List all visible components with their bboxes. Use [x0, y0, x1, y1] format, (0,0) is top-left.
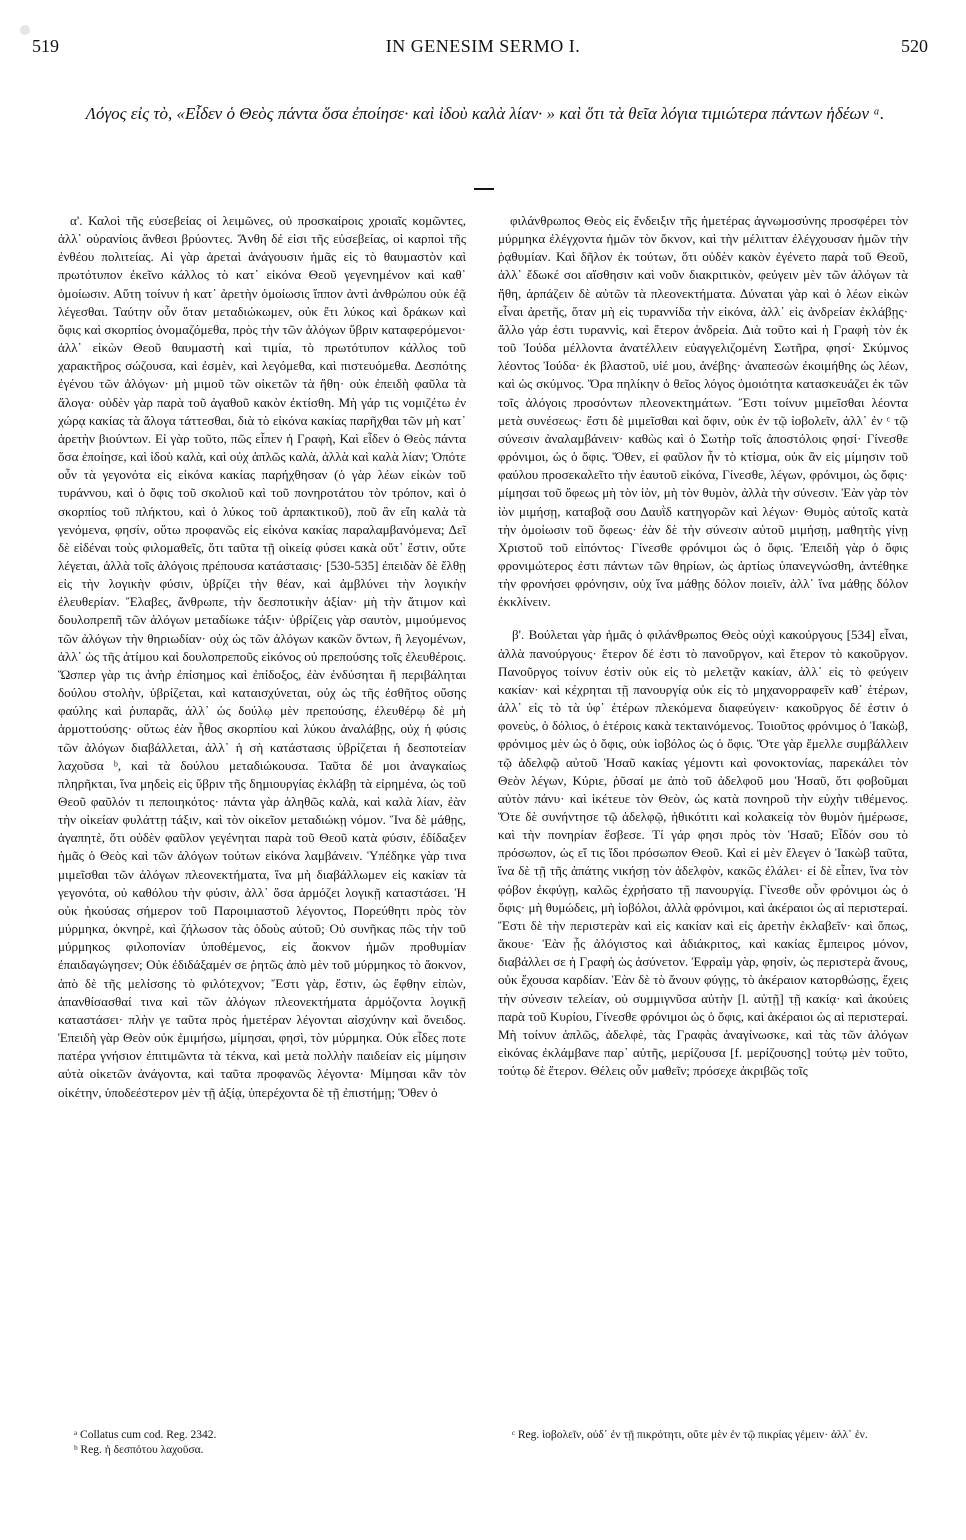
footnote: ᶜ Reg. ἰοβολεῖν, οὐδ᾽ ἐν τῇ πικρότητι, οὔτε μὲν ἐν τῷ πικρίας γέμειν· ἀλλ᾽ ἐν.: [512, 1429, 868, 1441]
footnote: ᵇ Reg. ἡ δεσπότου λαχοῦσα.: [74, 1444, 204, 1456]
right-column: [498, 212, 908, 1080]
title-rule: [474, 188, 494, 190]
paragraph: α'. Καλοὶ τῆς εὐσεβείας οἱ λειμῶνες, οὐ προσκαίροις χροιαῖς κομῶντες, ἀλλ᾽ οὐρανίοις ἄνθεσι βρύοντες. Ἄνθη δέ εἰσι τῆς εὐσεβείας, οἱ καρποὶ τῆς ἐνθέου πολιτείας. Αἱ γὰρ ἀρεταὶ ἀνάγουσιν ἡμᾶς εἰς τὸ θαυμαστὸν καὶ πρωτότυπον ἐκεῖνο κάλλος τὸ κατ᾽ εἰκόνα Θεοῦ γεγενημένον καὶ καθ᾽ ὁμοίωσιν. Αὕτη τοίνυν ἡ κατ᾽ ἀρετὴν ὁμοίωσις ἵππον ἀντὶ ἀνθρώπου οὐκ ἐᾷ λέγεσθαι. Ταύτην οὖν ὅταν μεταδιώκωμεν, οὐκ ἔτι λύκος καὶ δράκων καὶ ὄφις καὶ σκορπίος ὀνομαζόμεθα, πρὸς τὴν τῶν ἀλόγων ὕβριν καταφερόμενοι· ἀλλ᾽ εἰκὼν Θεοῦ θαυμαστὴ καὶ τιμία, τὸ πρωτότυπον κάλλος τοῦ χαρακτῆρος σώζουσα, καὶ ἐσμὲν, καὶ λεγόμεθα, καὶ πιστευόμεθα. Δεσπότης ἐγένου τῶν ἀλόγων· μὴ μιμοῦ τῶν οἰκετῶν τὰ ἤθη· οὐκ ἐπειδὴ φαῦλα τὰ ἄλογα· οὐδὲν γὰρ παρὰ τοῦ ἀγαθοῦ κακὸν ἐκτίσθη. Μὴ γάρ τις νομιζέτω ἐν χώρᾳ κακίας τὰ ἄλογα τάττεσθαι, διὰ τὸ εἰκόνα κακίας παρῆχθαι τῶν μὴ κατ᾽ ἀρετὴν βιούντων. Εἰ γὰρ τοῦτο, πῶς εἶπεν ἡ Γραφὴ, Καὶ εἶδεν ὁ Θεὸς πάντα ὅσα ἐποίησε, καὶ ἰδοὺ καλὰ, καὶ οὐχ ἁπλῶς καλὰ, ἀλλὰ καὶ καλὰ λίαν; Ὁπότε οὖν τὰ γεγονότα εἰς εἰκόνα κακίας παρήχθησαν (ὁ γὰρ λέων εἰκὼν τοῦ τυράννου, καὶ ὁ ὄφις τοῦ σκολιοῦ καὶ τοῦ πονηροτάτου τὸν τρόπον, καὶ ὁ σκορπίος τοῦ πλήκτου, καὶ ὁ λύκος τοῦ ἁρπακτικοῦ), ποῦ ἂν εἴη καλὰ τὰ γενόμενα, φησίν, οὕτω προφανῶς εἰς εἰκόνα κακίας παραλαμβανόμενα; Δεῖ δὲ εἰδέναι τοὺς φιλομαθεῖς, ὅτι ταῦτα τῇ οἰκείᾳ φύσει κακὰ οὔτ᾽ ἔστιν, οὔτε λέγεται, ἀλλὰ τοῖς ἀλόγοις πρέπουσα κατάστασις· [530-535] ἐπειδὰν δὲ ἔλθῃ εἰς τὴν λογικὴν φύσιν, ὑβρίζει τὴν θέαν, καὶ ἀμβλύνει τὴν λογικὴν ἐλευθερίαν. Ἔλαβες, ἄνθρωπε, τὴν δεσποτικὴν ἀξίαν· μὴ τὴν ἄτιμον καὶ δουλοπρεπῆ τῶν ἀλόγων μεταδίωκε τάξιν· ὑβρίζεις γὰρ σαυτὸν, μιμούμενος τῶν ἀλόγων τὴν θηριωδίαν· οὐχ ὡς τῶν ἀλόγων κακῶν ὄντων, ἢ λεγομένων, ἀλλ᾽ ὡς τῆς ἀτίμου καὶ δουλοπρεποῦς εἰκόνος οὐ πρεπούσης τοῖς ἐλευθέροις. Ὥσπερ γὰρ τις ἀνὴρ ἐπίσημος καὶ ἐπίδοξος, ἐὰν ἐνδύσηται ἢ περιβάληται δούλου στολὴν, ὑβρίζεται, καὶ καταισχύνεται, οὐχ ὡς τῆς ἐσθῆτος οὔσης φαύλης καὶ ῥυπαρᾶς, ἀλλ᾽ ὡς δούλῳ μὲν πρεπούσης, ἐλευθέρῳ δὲ μὴ ἁρμοττούσης· οὕτως ἐὰν ἦθος σκορπίου καὶ λύκου ἀναλάβῃς, οὐχ ἡ φύσις τῶν ἀλόγων διαβάλλεται, ἀλλ᾽ ἡ σὴ κατάστασις ὑβρίζεται ἡ δεσποτείαν λαχοῦσα ᵇ, καὶ τὰ δούλου μεταδιώκουσα. Ταῦτα δέ μοι ἀναγκαίως πληρῆκται, ἵνα μηδεὶς εἰς ὕβριν τῆς δημιουργίας ἐκλάβῃ τὰ εἰρημένα, ὡς τοῦ Θεοῦ φαῦλόν τι πεποιηκότος· πάντα γὰρ ἀληθῶς καλὰ, καὶ καλὰ λίαν, ἐὰν τὴν οἰκείαν φυλάττῃ τάξιν, καὶ τὸν οἰκεῖον μεταδιώκῃ νόμον. Ἵνα δὲ μάθῃς, ἀγαπητὲ, ὅτι οὐδὲν φαῦλον γεγένηται παρὰ τοῦ Θεοῦ κατὰ φύσιν, ἐδίδαξεν ἡμᾶς ὁ Θεὸς καὶ τῶν ἀλόγων τούτων εἰκόνα λαμβάνειν. Ὑπέδηκε γὰρ τινα μιμεῖσθαι τῶν ἀλόγων πλεονεκτήματα, ἵνα μὴ διαβάλλωμεν εἰς κακίαν τὰ γεγονότα, οὐ καθόλου τὴν φύσιν, ἀλλ᾽ ὅσα ἁρμόζει λογικῇ καταστάσει. Ἡ οὐκ ἠκούσας σήμερον τοῦ Παροιμιαστοῦ λέγοντος, Πορεύθητι πρὸς τὸν μύρμηκα, ὀκνηρὲ, καὶ ζήλωσον τὰς ὁδοὺς αὐτοῦ; Οὐ συνῆκας πῶς τὴν τοῦ μύρμηκος φιλοπονίαν ὑποθέμενος, εἰς ἄοκνον ἡμῶν προθυμίαν ἐπαιδαγώγησεν; Οὐκ ἐδιδάξαμέν σε ῥητῶς ἀπὸ μὲν τοῦ μύρμηκος τὸ ἄοκνον, ἀπὸ δὲ τῆς μελίσσης τὸ φιλότεχνον; Ἔστι γὰρ, ἔστιν, ὡς ἔφθην εἰπὼν, ἀπανθίσασθαί τινα καὶ τῶν ἀλόγων πλεονεκτήματα ἁρμόζοντα λογικῇ καταστάσει· πλὴν γε ταῦτα πρὸς ἡμετέραν λέγονται αἰσχύνην καὶ ὄνειδος. Ἐπειδὴ γὰρ Θεὸν οὐκ ἐμιμήσω, μίμησαι, φησὶ, τὸν μύρμηκα. Οὐκ εἶδες ποτε πατέρα γνήσιον ἐπιτιμῶντα τὰ τέκνα, καὶ μετὰ πολλὴν παιδείαν εἰς μίμησιν αὐτὰ οἰκετῶν ἀνάγοντα, καὶ ταῦτα προφανῶς λέγοντα· Μίμησαι κἂν τὸν οἰκέτην, ὑποδεέστερον μὲν τῇ ἀξίᾳ, ὑπερέχοντα δὲ τῇ ἐπιστήμῃ; Ὅθεν ὁ: [58, 213, 466, 1100]
paragraph: φιλάνθρωπος Θεὸς εἰς ἔνδειξιν τῆς ἡμετέρας ἀγνωμοσύνης προσφέρει τὸν μύρμηκα ἐλέγχοντα ἡμῶν τὸν ὄκνον, καὶ τὴν μέλιτταν ἐλέγχουσαν ἡμῶν τὴν ῥᾳθυμίαν. Καὶ δῆλον ἐκ τούτων, ὅτι οὐδὲν κακὸν ἐγένετο παρὰ τοῦ Θεοῦ, ἀλλ᾽ ἔδωκέ σοι αἴσθησιν καὶ νοῦν διακριτικὸν, φεύγειν μὲν τῶν ἀλόγων τὰ ἤθη, ἁρπάζειν δὲ αὐτῶν τὰ πλεονεκτήματα. Δύναται γὰρ καὶ ὁ λέων εἰκὼν εἶναι ἀρετῆς, ὅταν μὴ εἰς τυραννίδα τὴν εἰκόνα, ἀλλ᾽ εἰς ἀνδρείαν ἐκλάβῃς· ἄλλο γάρ ἐστι τυραννὶς, καὶ ἕτερον ἀνδρεία. Διὰ τοῦτο καὶ ἡ Γραφὴ τὸν ἐκ τοῦ Ἰούδα μέλλοντα ἀνατέλλειν εὐαγγελιζομένη Σωτῆρα, φησί· Σκύμνος λέοντος Ἰούδα· ἐκ βλαστοῦ, υἱέ μου, ἀνέβης· ἀναπεσὼν ἐκοιμήθης ὡς λέων, καὶ ὡς σκύμνος. Ὅρα πηλίκην ὁ θεῖος λόγος ὁμοιότητα κατασκευάζει ἐκ τῶν τοῖς ἀλόγοις προσόντων πλεονεκτημάτων. Ἔστι τοίνυν μιμεῖσθαι λέοντα μετὰ συνέσεως· ἔστι δὲ μιμεῖσθαι καὶ ὄφιν, οὐκ ἐν τῷ ἰοβολεῖν, ἀλλ᾽ ἐν ᶜ τῷ σύνεσιν ἀναλαμβάνειν· καθὼς καὶ ὁ Σωτὴρ τοῖς ἀποστόλοις φησί· Γίνεσθε φρόνιμοι, ὡς ὁ ὄφις. Ὅθεν, εἰ φαῦλον ἦν τὸ κτίσμα, οὐκ ἂν εἰς μίμησιν τοῦ φαύλου προσεκαλεῖτο τὴν ἑαυτοῦ εἰκόνα, Γίνεσθε, λέγων, φρόνιμοι, ὡς ὄφις· μίμησαι τοῦ ὄφεως μὴ τὸν ἰὸν, μὴ τὸν θυμὸν, ἀλλὰ τὴν σύνεσιν. Ἐὰν γὰρ τὸν ἰὸν μιμήσῃ, καταβοᾷ σου Δαυῒδ κατηγορῶν καὶ λέγων· Θυμὸς αὐτοῖς κατὰ τὴν ὁμοίωσιν τοῦ ὄφεως· ἐὰν δὲ τὴν σύνεσιν αὐτοῦ μιμήσῃ, μαθητὴς γίνῃ Χριστοῦ τοῦ εἰπόντος· Γίνεσθε φρόνιμοι ὡς ὁ ὄφις. Ἐπειδὴ γὰρ ὁ ὄφις φρονιμώτερος ἐστι πάντων τῶν θηρίων, ὡς ἀρτίως ὑπανεγνώσθη, ἀντέθηκε τὴν φρονήσει φρόνησιν, οὐχ ἵνα μάθῃς δόλον ποιεῖν, ἀλλ᾽ ἵνα μάθῃς δόλον ἐκκλίνειν.: [498, 213, 908, 610]
page-number-right: 520: [901, 36, 928, 56]
paragraph: β'. Βούλεται γὰρ ἡμᾶς ὁ φιλάνθρωπος Θεὸς οὐχὶ κακούργους [534] εἶναι, ἀλλὰ πανούργους· ἕτερον δέ ἐστι τὸ πανοῦργον, καὶ ἕτερον τὸ κακοῦργον. Πανοῦργος τοίνυν ἐστὶν οὐκ εἰς τὸ μελετᾷν κακίαν, ἀλλ᾽ εἰς τὸ φεύγειν κακίαν· καὶ κέχρηται τῇ πανουργίᾳ οὐκ εἰς τὸ μηχανορραφεῖν καθ᾽ ἑτέρων, ἀλλ᾽ εἰς τὸ τὰ ὑφ᾽ ἑτέρων πλεκόμενα διαφεύγειν· κακοῦργος δέ ἐστιν ὁ φονεὺς, ὁ δόλιος, ὁ ἑτέροις κακὰ τεκταινόμενος. Τοιοῦτος φρόνιμος ὁ Ἰακὼβ, φρόνιμος μὲν ὡς ὁ ὄφις, οὐκ ἰοβόλος ὡς ὁ ὄφις. Ὅτε γὰρ ἔμελλε συμβάλλειν τῷ ἀδελφῷ αὐτοῦ Ἡσαῦ κακίας γέμοντι καὶ φονοκτονίας, παρεκάλει τὸν Θεὸν λέγων, Κύριε, ῥῦσαί με ἀπὸ τοῦ ἀδελφοῦ μου Ἡσαῦ, ὅτι φοβοῦμαι αὐτὸν πάνυ· καὶ ἱκέτευε τὸν Θεὸν, ὡς κατὰ πονηροῦ τὴν εὐχὴν τιθέμενος. Ὅτε δὲ συνήντησε τῷ ἀδελφῷ, ἠθικότιτι καὶ κολακείᾳ τὸν θυμὸν ἡμέρωσε, καὶ τὴν πονηρίαν ἔσβεσε. Τί γάρ φησι πρὸς τὸν Ἡσαῦ; Εἶδόν σου τὸ πρόσωπον, ὡς εἴ τις ἴδοι πρόσωπον Θεοῦ. Καὶ εἰ μὲν ἔλεγεν ὁ Ἰακὼβ ταῦτα, ἵνα δὲ τῇ τῆς ἀπάτης νικήσῃ τὸν ἀδελφὸν, κακῶς ἐλάλει· εἰ δὲ εἶπεν, ἵνα τὸν φόβον ἐκφύγῃ, καλῶς ἐχρήσατο τῇ πανουργίᾳ. Γίνεσθε οὖν φρόνιμοι ὡς ὁ ὄφις· μὴ θυμώδεις, μὴ ἰοβόλοι, ἀλλὰ φρόνιμοι, καὶ ἀκέραιοι ὡς αἱ περιστεραί. Ἔστι δὲ τὴν περιστερὰν καὶ εἰς κακίαν καὶ εἰς ἀρετὴν ἐκλαβεῖν· καὶ ὅπως, ἄκουε· Ἐὰν ᾖς ἀλόγιστος καὶ ἀδιάκριτος, καὶ κακίας ἔμπειρος μόνον, διαβάλλει σε ἡ Γραφὴ ὡς ἀσύνετον. Ἐφραὶμ γὰρ, φησίν, ὡς περιστερὰ ἄνους, οὐκ ἔχουσα καρδίαν. Ἐὰν δὲ τὸ ἄνουν φύγῃς, τὸ ἀκέραιον κατορθώσῃς, ἔχεις τὴν σύνεσιν τελείαν, οὐ συμμιγνῦσα αὐτὴν [l. αὐτῇ] τῇ κακίᾳ· καὶ ἀκούεις παρὰ τοῦ Κυρίου, Γίνεσθε φρόνιμοι ὡς ὁ ὄφις, καὶ ἀκέραιοι ὡς αἱ περιστεραί. Μὴ τοίνυν ἁπλῶς, ἀδελφὲ, τὰς Γραφὰς ἀναγίνωσκε, καὶ τὰς τῶν ἀλόγων εἰκόνας ἐκλάμβανε παρ᾽ αὐτῆς, μερίζουσα [f. μερίζουσης] τούτῳ μὲν τοῦτο, τούτῳ δὲ ἕτερον. Θέλεις οὖν μαθεῖν; πρόσεχε ἀκριβῶς τοῖς: [498, 627, 908, 1079]
footnotes-right: [512, 1428, 912, 1443]
ink-blot: [20, 25, 30, 35]
footnotes-left: [74, 1428, 464, 1458]
sermon-title: Λόγος εἰς τὸ, «Εἶδεν ὁ Θεὸς πάντα ὅσα ἐποίησε· καὶ ἰδοὺ καλὰ λίαν· » καὶ ὅτι τὰ θεῖα λόγια τιμιώτερα πάντων ἡδέων ᵃ.: [85, 104, 885, 123]
footnote: ᵃ Collatus cum cod. Reg. 2342.: [74, 1429, 217, 1441]
left-column: [58, 212, 466, 1102]
page-number-left: 519: [32, 36, 59, 56]
running-title: IN GENESIM SERMO I.: [385, 36, 581, 56]
